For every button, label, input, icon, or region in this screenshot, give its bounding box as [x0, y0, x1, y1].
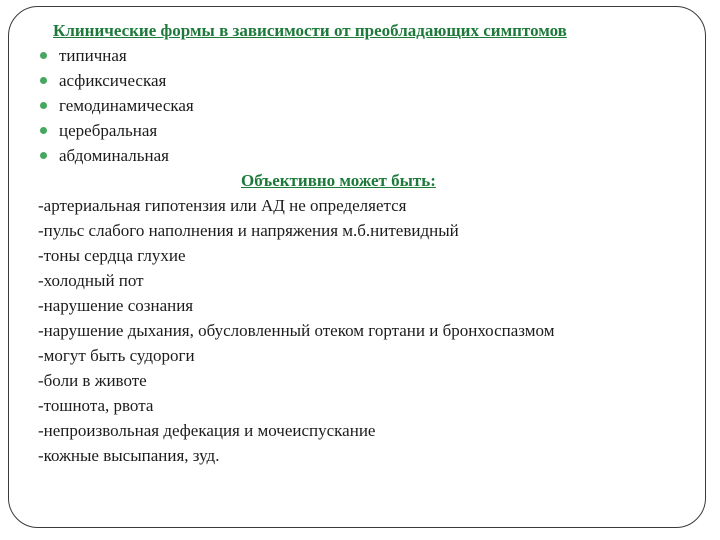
finding-item: -тошнота, рвота [38, 396, 154, 415]
form-label: асфиксическая [59, 71, 167, 90]
finding-item: -могут быть судороги [38, 346, 195, 365]
finding-item: -тоны сердца глухие [38, 246, 186, 265]
finding-item: -нарушение дыхания, обусловленный отеком гортани и бронхоспазмом [38, 321, 555, 340]
bullet-icon [40, 52, 47, 59]
form-label: абдоминальная [59, 146, 169, 165]
form-label: церебральная [59, 121, 158, 140]
finding-item: -артериальная гипотензия или АД не определяется [38, 196, 407, 215]
form-label: гемодинамическая [59, 96, 194, 115]
finding-item: -холодный пот [38, 271, 144, 290]
bullet-icon [40, 77, 47, 84]
slide-content [38, 18, 698, 468]
finding-item: -нарушение сознания [38, 296, 194, 315]
objective-heading: Объективно может быть: [241, 171, 436, 190]
bullet-icon [40, 127, 47, 134]
finding-item: -непроизвольная дефекация и мочеиспускание [38, 421, 376, 440]
bullet-icon [40, 152, 47, 159]
form-label: типичная [59, 46, 127, 65]
bullet-icon [40, 102, 47, 109]
list-item [38, 43, 698, 68]
list-item [38, 68, 698, 93]
list-item [38, 143, 698, 168]
finding-item: -пульс слабого наполнения и напряжения м.б.нитевидный [38, 221, 459, 240]
finding-item: -кожные высыпания, зуд. [38, 446, 220, 465]
objective-findings-list [38, 193, 698, 468]
list-item [38, 118, 698, 143]
list-item [38, 93, 698, 118]
clinical-forms-list [38, 43, 698, 168]
finding-item: -боли в животе [38, 371, 147, 390]
forms-heading: Клинические формы в зависимости от преобладающих симптомов [53, 21, 567, 40]
